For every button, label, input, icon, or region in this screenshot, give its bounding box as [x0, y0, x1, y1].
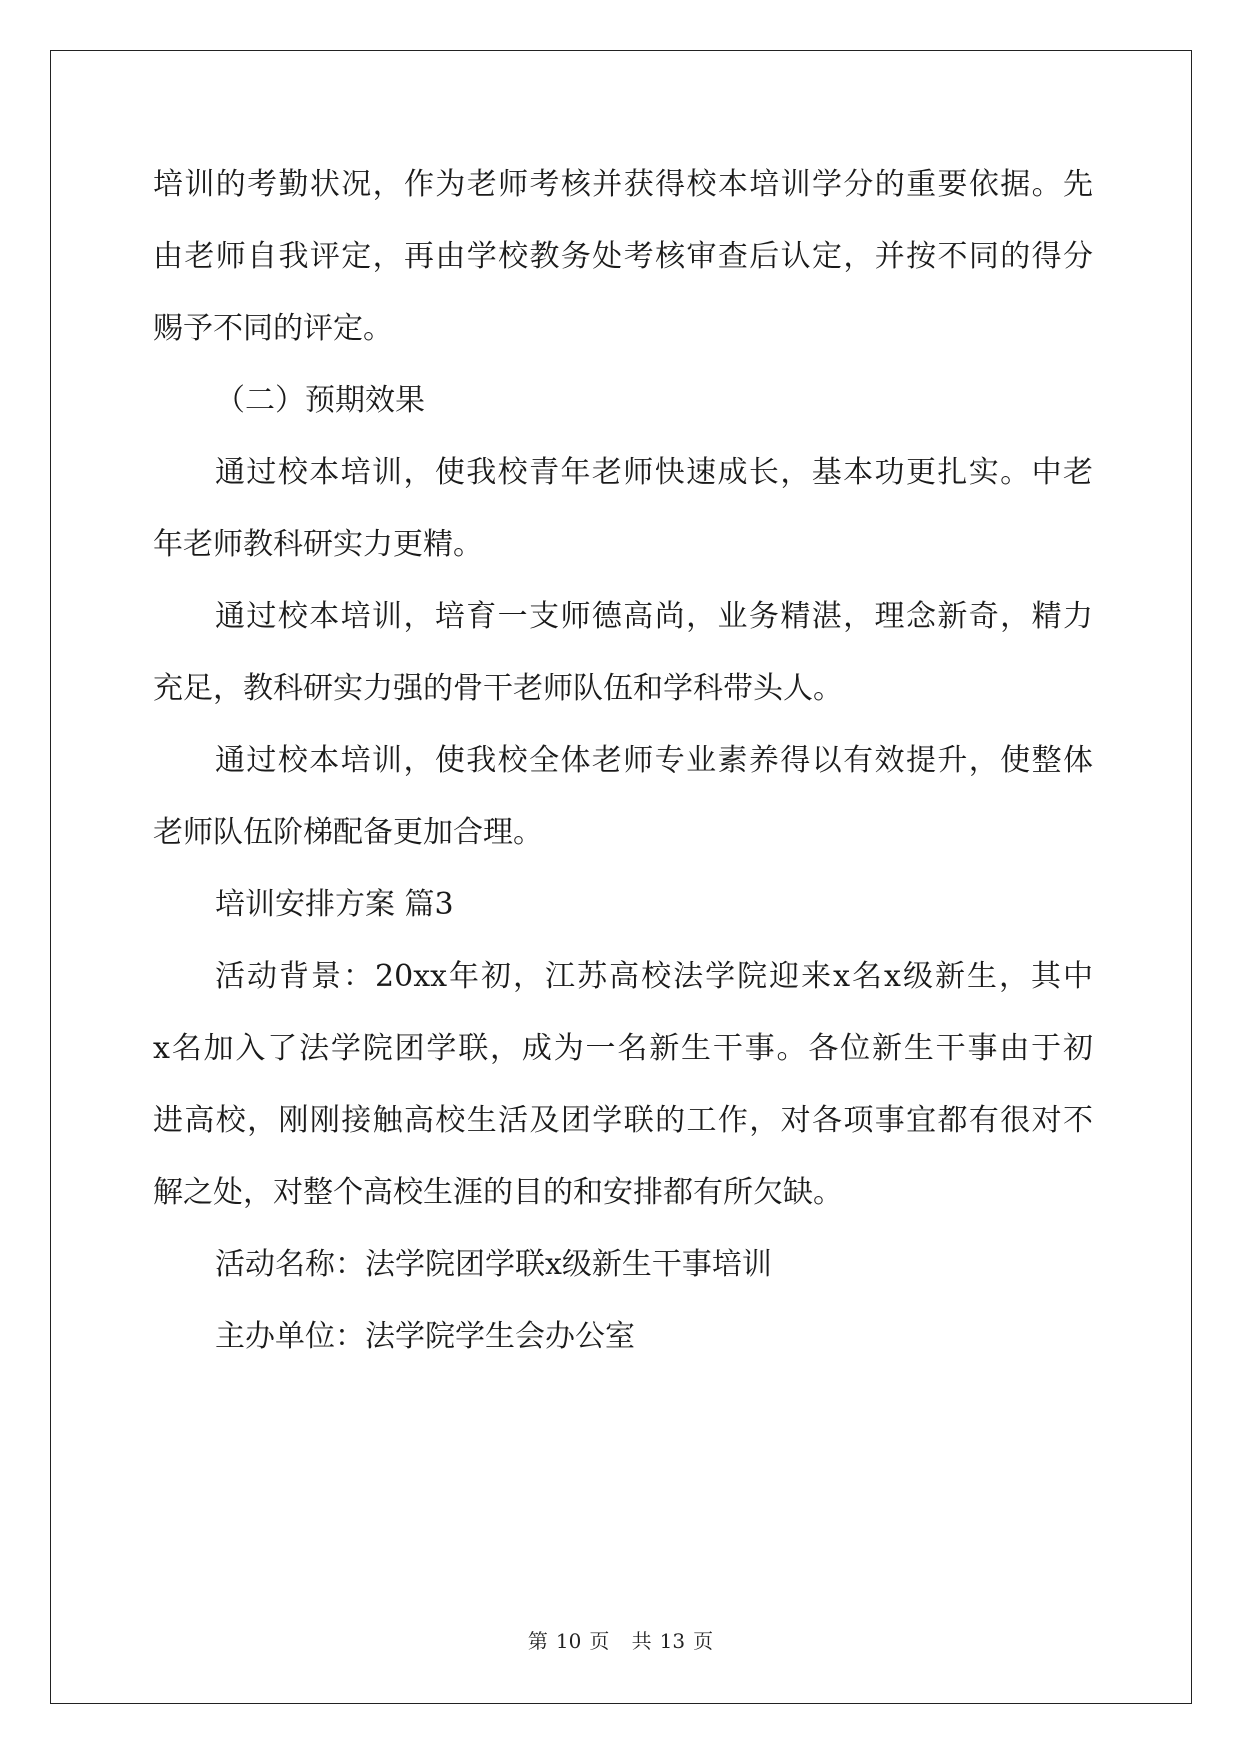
total-label-suffix: 页: [693, 1629, 714, 1653]
body-line-7: 通过校本培训，培育一支师德高尚，业务精湛，理念新奇，精力: [215, 599, 1093, 634]
body-line-1: 培训的考勤状况，作为老师考核并获得校本培训学分的重要依据。先: [153, 167, 1093, 202]
page-footer: [0, 1626, 1241, 1656]
current-page: 10: [555, 1629, 582, 1653]
body-line-10: 老师队伍阶梯配备更加合理。: [153, 815, 543, 850]
page-border: [50, 50, 1192, 1704]
section-heading-plan-3: 培训安排方案 篇3: [215, 887, 454, 922]
body-line-8: 充足，教科研实力强的骨干老师队伍和学科带头人。: [153, 671, 843, 706]
body-line-activity-name: 活动名称：法学院团学联x级新生干事培训: [215, 1247, 772, 1282]
body-line-13: x名加入了法学院团学联，成为一名新生干事。各位新生干事由于初: [153, 1031, 1093, 1066]
body-line-9: 通过校本培训，使我校全体老师专业素养得以有效提升，使整体: [215, 743, 1093, 778]
total-page-count: 13: [659, 1629, 686, 1653]
total-label-prefix: 共: [631, 1629, 652, 1653]
section-heading-expected-effects: （二）预期效果: [215, 383, 425, 418]
body-line-6: 年老师教科研实力更精。: [153, 527, 483, 562]
body-line-2: 由老师自我评定，再由学校教务处考核审查后认定，并按不同的得分: [153, 239, 1093, 274]
body-line-5: 通过校本培训，使我校青年老师快速成长，基本功更扎实。中老: [215, 455, 1093, 490]
body-line-3: 赐予不同的评定。: [153, 311, 393, 346]
body-line-organizer: 主办单位：法学院学生会办公室: [215, 1319, 635, 1354]
body-line-12: 活动背景：20xx年初，江苏高校法学院迎来x名x级新生，其中: [215, 959, 1093, 994]
page-number: [524, 1629, 613, 1653]
page-label-suffix: 页: [589, 1629, 610, 1653]
page-label-prefix: 第: [527, 1629, 548, 1653]
total-pages: [628, 1629, 717, 1653]
body-line-14: 进高校，刚刚接触高校生活及团学联的工作，对各项事宜都有很对不: [153, 1103, 1093, 1138]
body-line-15: 解之处，对整个高校生涯的目的和安排都有所欠缺。: [153, 1175, 843, 1210]
